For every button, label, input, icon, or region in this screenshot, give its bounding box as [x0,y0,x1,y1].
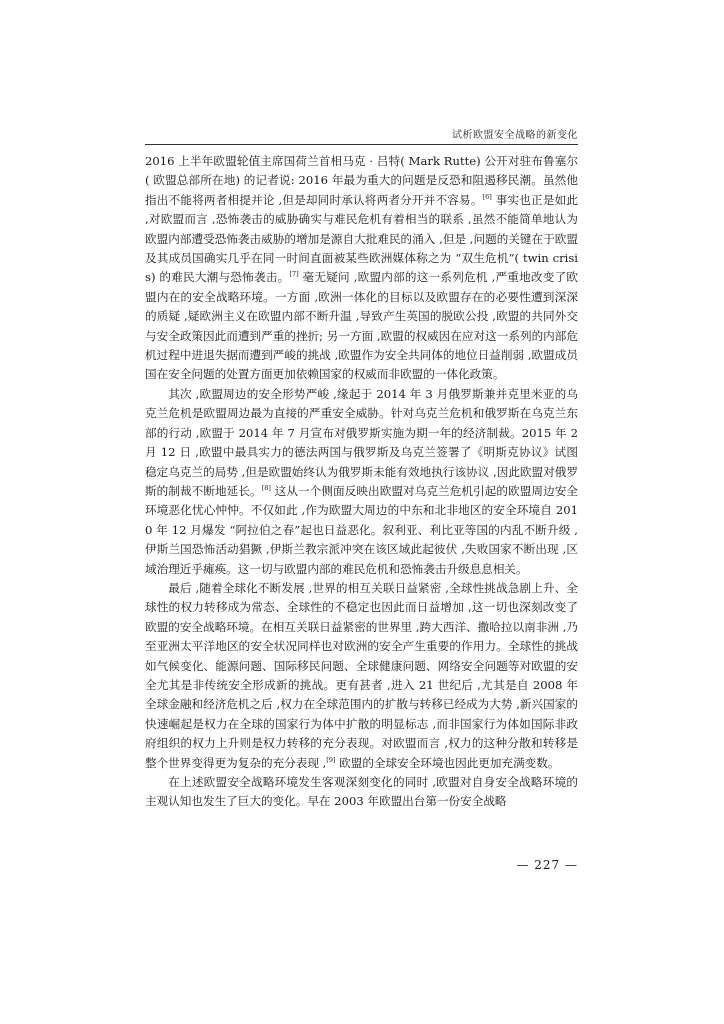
paragraph-text: 毫无疑问 ,欧盟内部的这一系列危机 ,严重地改变了欧盟内在的安全战略环境。一方面 ,欧洲一体化的目标以及欧盟存在的必要性遭到深深的质疑 ,疑欧洲主义在欧盟内部不断升温 ,导致产生英国的脱欧公投 ,欧盟的共同外交与安全政策因此而遭到严重的挫折; 另一方面 ,欧盟的权威因在应对这一系列的内部危机过程中进退失据而遭到严峻的挑战 ,欧盟作为安全共同体的地位日益削弱 ,欧盟成员国在安全问题的处置方面更加依赖国家的权威而非欧盟的一体化政策。 [145,270,578,382]
paragraph [145,579,578,773]
paragraph-text: 事实也正是如此 ,对欧盟而言 ,恐怖袭击的威胁确实与难民危机有着相当的联系 ,虽然不能简单地认为欧盟内部遭受恐怖袭击威胁的增加是源自大批难民的涌入 ,但是 ,问题的关键在于欧盟及其成员国确实几乎在同一时间直面被某些欧洲媒体称之为 “双生危机”( twin crisis) 的难民大潮与恐怖袭击。 [145,192,578,285]
header-rule [145,144,578,145]
body-text [145,152,578,812]
paragraph-text: 最后 ,随着全球化不断发展 ,世界的相互关联日益紧密 ,全球性挑战急剧上升、全球性的权力转移成为常态、全球性的不稳定也因此而日益增加 ,这一切也深刻改变了欧盟的安全战略环境。在相互关联日益紧密的世界里 ,跨大西洋、撒哈拉以南非洲 ,乃至亚洲太平洋地区的安全状况同样也对欧洲的安全产生重要的作用力。全球性的挑战如气候变化、能源问题、国际移民问题、全球健康问题、网络安全问题等对欧盟的安全尤其是非传统安全形成新的挑战。更有甚者 ,进入 21 世纪后 ,尤其是自 2008 年全球金融和经济危机之后 ,权力在全球范围内的扩散与转移已经成为大势 ,新兴国家的快速崛起是权力在全球的国家行为体中扩散的明显标志 ,而非国家行为体如国际非政府组织的权力上升则是权力转移的充分表现。对欧盟而言 ,权力的这种分散和转移是整个世界变得更为复杂的充分表现 , [145,580,578,770]
paragraph [145,152,578,385]
citation-ref: [7] [289,270,299,279]
running-header: 试析欧盟安全战略的新变化 [452,130,578,141]
page-number: — 227 — [516,858,578,872]
paragraph-text: 2016 上半年欧盟轮值主席国荷兰首相马克 · 吕特( Mark Rutte) 公开对驻布鲁塞尔( 欧盟总部所在地) 的记者说: 2016 年最为重大的问题是反恐和阻遏移民潮。虽然他指出不能将两者相提并论 ,但是却同时承认将两者分开并不容易。 [145,154,578,207]
citation-ref: [8] [261,483,271,492]
paragraph-text: 欧盟的全球安全环境也因此更加充满变数。 [335,755,560,770]
citation-ref: [9] [326,755,336,764]
paragraph [145,385,578,579]
paragraph-text: 在上述欧盟安全战略环境发生客观深刻变化的同时 ,欧盟对自身安全战略环境的主观认知也发生了巨大的变化。早在 2003 年欧盟出台第一份安全战略 [145,775,578,809]
citation-ref: [6] [482,192,492,201]
paragraph-text: 这从一个侧面反映出欧盟对乌克兰危机引起的欧盟周边安全环境恶化忧心忡忡。不仅如此 ,作为欧盟大周边的中东和北非地区的安全环境自 2010 年 12 月爆发 “阿拉伯之春”起也日益恶化。叙利亚、利比亚等国的内乱不断升级 ,伊斯兰国恐怖活动猖獗 ,伊斯兰教宗派冲突在该区域此起彼伏 ,失败国家不断出现 ,区域治理近乎瘫痪。这一切与欧盟内部的难民危机和恐怖袭击升级息息相关。 [145,483,578,576]
paragraph [145,773,578,812]
paragraph-text: 其次 ,欧盟周边的安全形势严峻 ,缘起于 2014 年 3 月俄罗斯兼并克里米亚的乌克兰危机是欧盟周边最为直接的严重安全威胁。针对乌克兰危机和俄罗斯在乌克兰东部的行动 ,欧盟于 2014 年 7 月宣布对俄罗斯实施为期一年的经济制裁。2015 年 2 月 12 日 ,欧盟中最具实力的德法两国与俄罗斯及乌克兰签署了《明斯克协议》试图稳定乌克兰的局势 ,但是欧盟始终认为俄罗斯未能有效地执行该协议 ,因此欧盟对俄罗斯的制裁不断地延长。 [145,386,578,498]
